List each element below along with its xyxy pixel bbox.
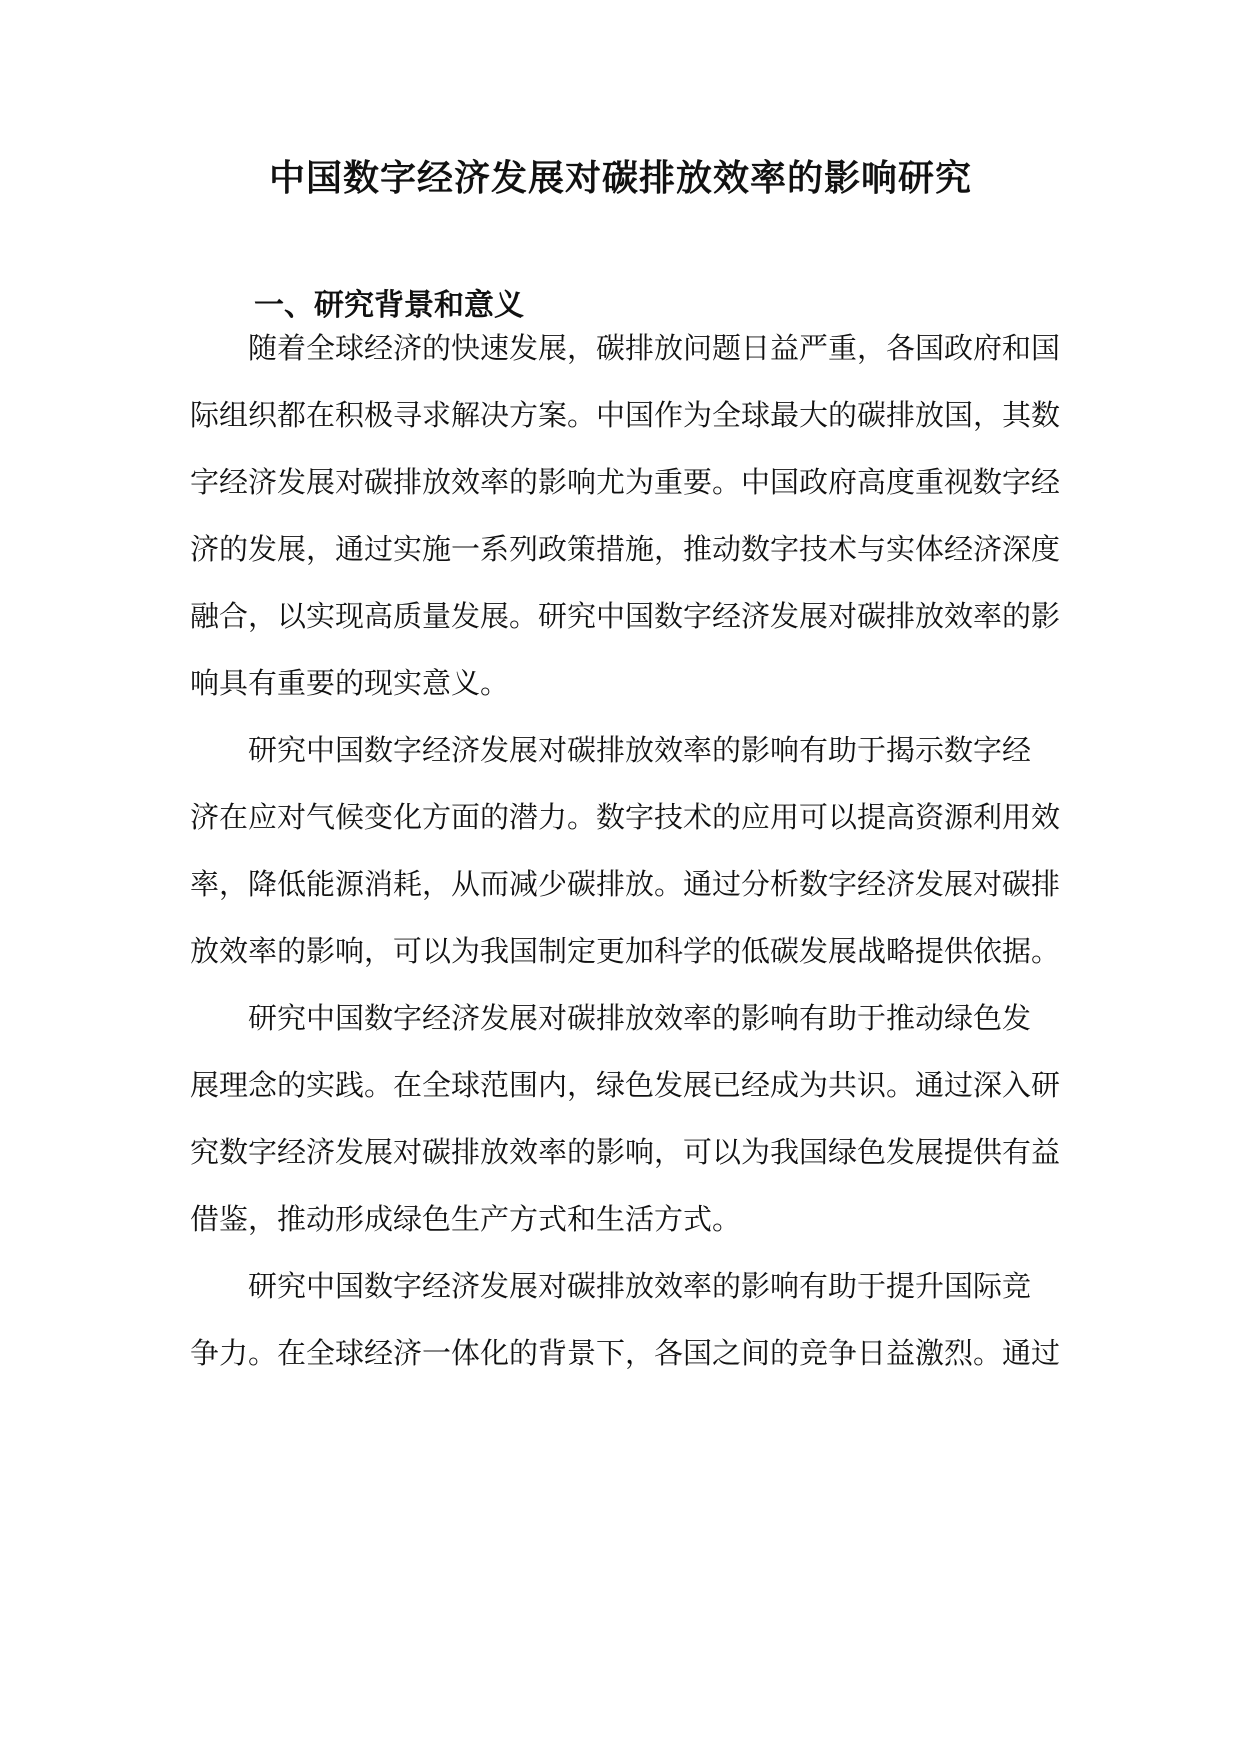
paragraph-1-line-2: 际组织都在积极寻求解决方案。中国作为全球最大的碳排放国，其数 <box>190 398 1061 432</box>
paragraph-1-line-6: 响具有重要的现实意义。 <box>190 666 510 700</box>
paragraph-2-line-3: 率，降低能源消耗，从而减少碳排放。通过分析数字经济发展对碳排 <box>190 867 1061 901</box>
document-title: 中国数字经济发展对碳排放效率的影响研究 <box>268 157 972 199</box>
paragraph-1-line-3: 字经济发展对碳排放效率的影响尤为重要。中国政府高度重视数字经 <box>190 465 1061 499</box>
paragraph-3-line-1: 研究中国数字经济发展对碳排放效率的影响有助于推动绿色发 <box>248 1001 1032 1035</box>
paragraph-4-line-1: 研究中国数字经济发展对碳排放效率的影响有助于提升国际竞 <box>248 1269 1032 1303</box>
paragraph-2-line-1: 研究中国数字经济发展对碳排放效率的影响有助于揭示数字经 <box>248 733 1032 767</box>
paragraph-3-line-2: 展理念的实践。在全球范围内，绿色发展已经成为共识。通过深入研 <box>190 1068 1061 1102</box>
paragraph-1-line-1: 随着全球经济的快速发展，碳排放问题日益严重，各国政府和国 <box>248 331 1061 365</box>
paragraph-3-line-3: 究数字经济发展对碳排放效率的影响，可以为我国绿色发展提供有益 <box>190 1135 1061 1169</box>
section-heading: 一、研究背景和意义 <box>254 288 524 323</box>
paragraph-1-line-5: 融合，以实现高质量发展。研究中国数字经济发展对碳排放效率的影 <box>190 599 1061 633</box>
paragraph-4-line-2: 争力。在全球经济一体化的背景下，各国之间的竞争日益激烈。通过 <box>190 1336 1061 1370</box>
paragraph-2-line-4: 放效率的影响，可以为我国制定更加科学的低碳发展战略提供依据。 <box>190 934 1061 968</box>
paragraph-1-line-4: 济的发展，通过实施一系列政策措施，推动数字技术与实体经济深度 <box>190 532 1061 566</box>
paragraph-2-line-2: 济在应对气候变化方面的潜力。数字技术的应用可以提高资源利用效 <box>190 800 1061 834</box>
paragraph-3-line-4: 借鉴，推动形成绿色生产方式和生活方式。 <box>190 1202 742 1236</box>
